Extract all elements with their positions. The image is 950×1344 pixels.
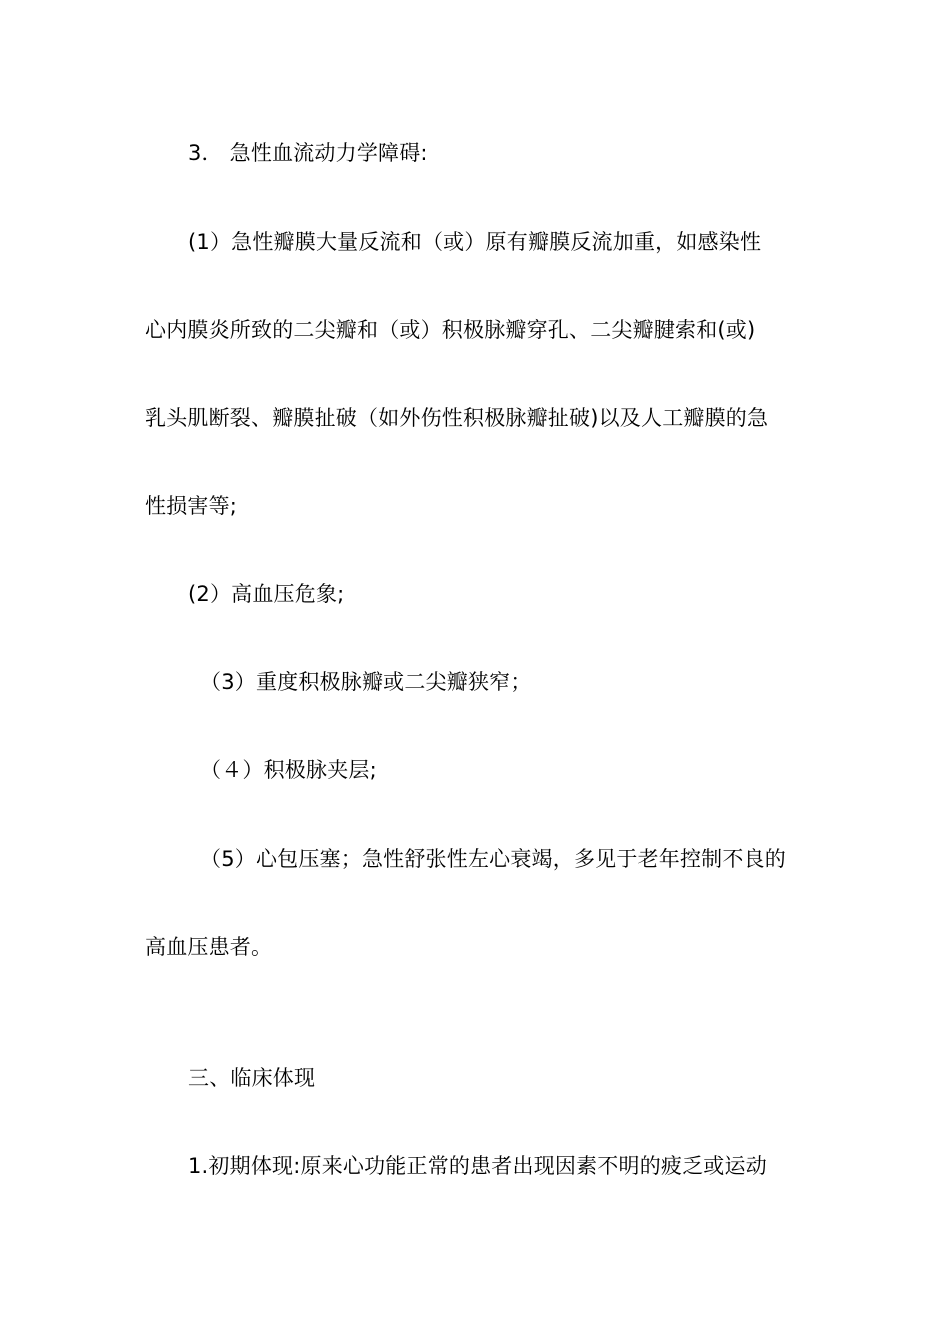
paragraph-line: 高血压患者。 <box>145 935 273 959</box>
paragraph-line: 1.初期体现:原来心功能正常的患者出现因素不明的疲乏或运动 <box>188 1154 767 1178</box>
paragraph-line: 乳头肌断裂、瓣膜扯破（如外伤性积极脉瓣扯破)以及人工瓣膜的急 <box>145 406 769 430</box>
paragraph-line: (1）急性瓣膜大量反流和（或）原有瓣膜反流加重，如感染性 <box>188 230 762 254</box>
list-item: （４）积极脉夹层; <box>200 758 377 782</box>
paragraph-line: 性损害等; <box>145 494 238 518</box>
section-heading: 三、临床体现 <box>188 1066 316 1090</box>
list-item: (2）高血压危象; <box>188 582 345 606</box>
subsection-heading-3: 3． 急性血流动力学障碍: <box>188 141 428 165</box>
paragraph-line: 心内膜炎所致的二尖瓣和（或）积极脉瓣穿孔、二尖瓣腱索和(或) <box>145 318 756 342</box>
list-item: （5）心包压塞；急性舒张性左心衰竭，多见于老年控制不良的 <box>200 847 786 871</box>
list-item: （3）重度积极脉瓣或二尖瓣狭窄； <box>200 670 532 694</box>
